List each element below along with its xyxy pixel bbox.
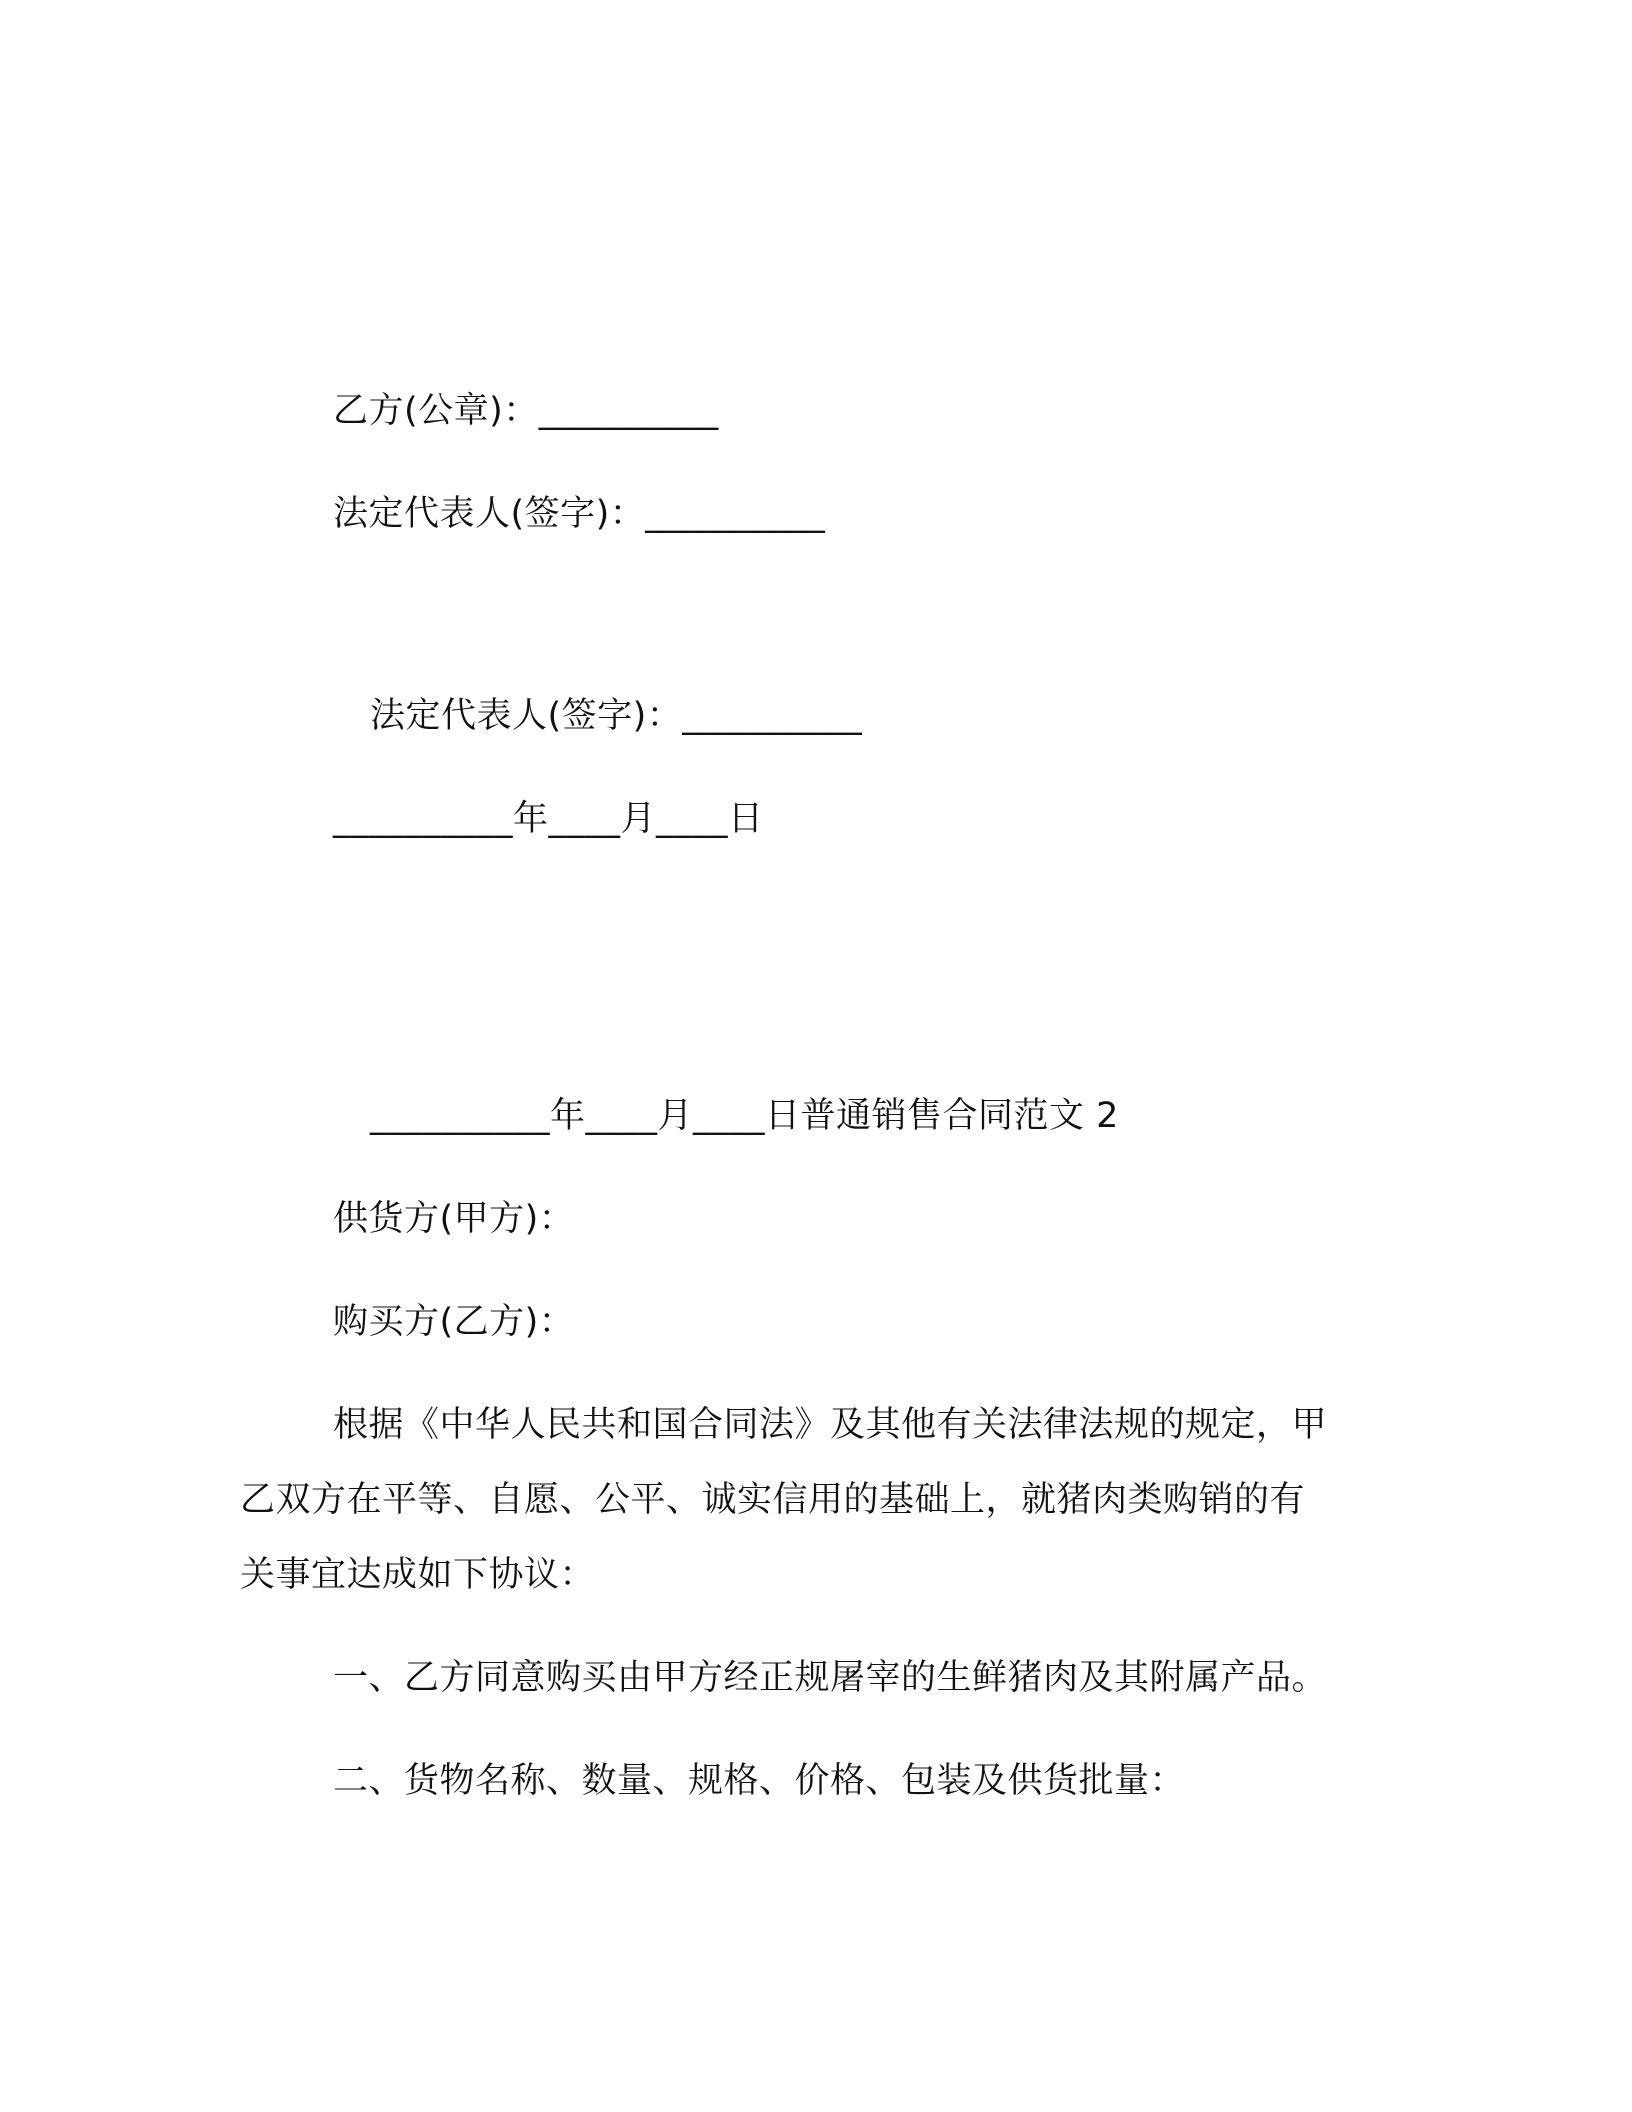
buyer-party-b-line: 购买方(乙方)： — [333, 1302, 575, 1342]
clause-one: 一、乙方同意购买由甲方经正规屠宰的生鲜猪肉及其附属产品。 — [333, 1658, 1328, 1698]
agreement-paragraph-line-2: 乙双方在平等、自愿、公平、诚实信用的基础上，就猪肉类购销的有 — [240, 1480, 1306, 1520]
legal-representative-signature-line: 法定代表人(签字)：__________ — [333, 494, 826, 534]
date-line: __________年____月____日 — [333, 799, 764, 839]
date-and-contract-title-line: __________年____月____日普通销售合同范文 2 — [370, 1096, 1119, 1136]
clause-two: 二、货物名称、数量、规格、价格、包装及供货批量： — [333, 1761, 1186, 1801]
agreement-paragraph-line-3: 关事宜达成如下协议： — [240, 1555, 596, 1595]
supplier-party-a-line: 供货方(甲方)： — [333, 1199, 575, 1239]
party-b-seal-line: 乙方(公章)：__________ — [333, 391, 719, 431]
agreement-paragraph-line-1: 根据《中华人民共和国合同法》及其他有关法律法规的规定，甲 — [333, 1405, 1328, 1445]
legal-representative-signature-line-2: 法定代表人(签字)：__________ — [370, 696, 863, 736]
